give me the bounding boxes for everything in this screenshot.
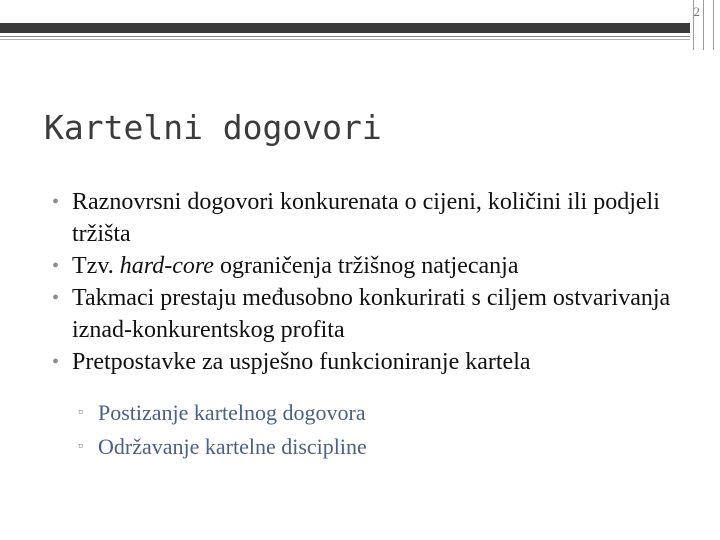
bullet-list: [52, 186, 702, 378]
corner-rule: [703, 0, 704, 50]
sub-bullet-item: [78, 396, 678, 430]
bullet-dot-icon: •: [52, 351, 60, 373]
bullet-text: Pretpostavke za uspješno funkcioniranje kartela: [72, 349, 531, 375]
corner-rule: [713, 0, 714, 50]
bullet-dot-icon: •: [52, 287, 60, 309]
square-bullet-icon: ▫: [78, 439, 83, 454]
slide-title: Kartelni dogovori: [44, 108, 382, 147]
bullet-item: [52, 250, 702, 282]
bullet-item: [52, 186, 702, 250]
bullet-dot-icon: •: [52, 191, 60, 213]
sub-bullet-text: Postizanje kartelnog dogovora: [98, 400, 366, 425]
bullet-text-suffix: ograničenja tržišnog natjecanja: [213, 253, 519, 279]
bullet-dot-icon: •: [52, 255, 60, 277]
header-band: [0, 23, 690, 33]
bullet-item: [52, 346, 702, 378]
sub-bullet-list: [78, 396, 678, 464]
bullet-text-italic: hard-core: [119, 253, 214, 279]
header-rule: [0, 39, 690, 40]
bullet-item: [52, 282, 702, 346]
bullet-text-prefix: Tzv.: [72, 253, 120, 279]
bullet-text: Raznovrsni dogovori konkurenata o cijeni, količini ili podjeli tržišta: [72, 189, 660, 247]
slide-number: 2: [693, 4, 700, 19]
sub-bullet-text: Održavanje kartelne discipline: [98, 434, 367, 459]
square-bullet-icon: ▫: [78, 405, 83, 420]
bullet-text: Takmaci prestaju međusobno konkurirati s ciljem ostvarivanja iznad-konkurentskog profita: [72, 285, 671, 343]
sub-bullet-item: [78, 430, 678, 464]
header-rule: [0, 36, 690, 37]
